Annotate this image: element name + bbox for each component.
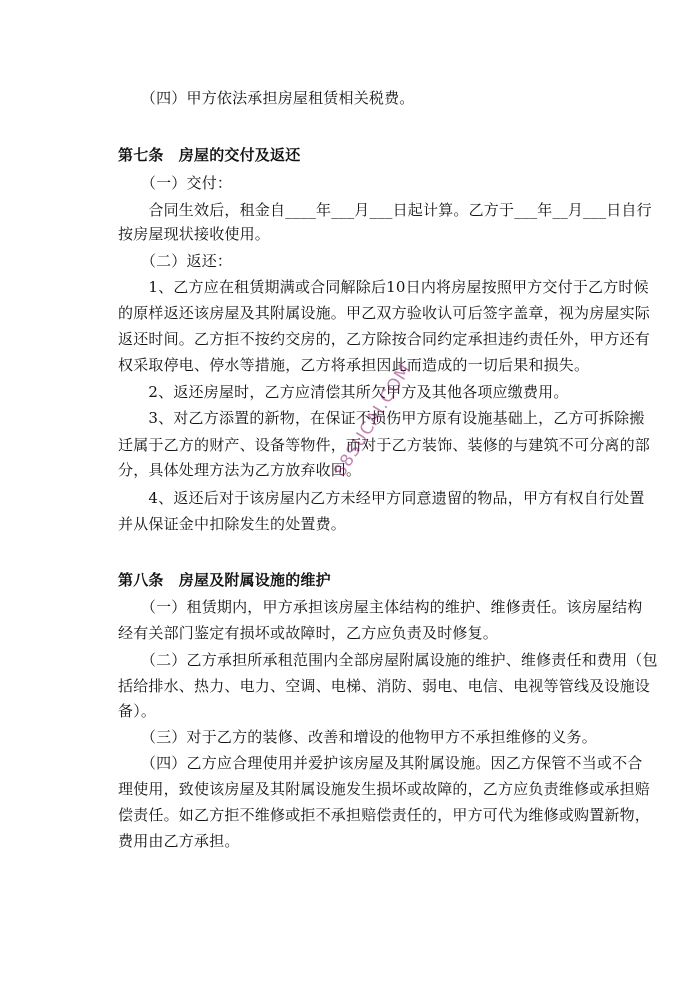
paragraph-line: 分，具体处理方法为乙方放弃收回。 <box>118 461 362 479</box>
paragraph-line: 偿责任。如乙方拒不维修或拒不承担赔偿责任的，甲方可代为维修或购置新物， <box>118 806 651 824</box>
paragraph-line: 的原样返还该房屋及其附属设施。甲乙双方验收认可后签字盖章，视为房屋实际 <box>118 304 651 322</box>
article-heading: 第七条 房屋的交付及返还 <box>118 146 301 164</box>
paragraph-line: （二）乙方承担所承租范围内全部房屋附属设施的维护、维修责任和费用（包 <box>118 651 658 669</box>
paragraph-line: （一）租赁期内，甲方承担该房屋主体结构的维护、维修责任。该房屋结构 <box>118 598 643 616</box>
paragraph-line: 备）。 <box>118 702 157 720</box>
watermark: 88SUCAI.COM <box>330 360 416 481</box>
paragraph-line: 2、返还房屋时，乙方应清偿其所欠甲方及其他各项应缴费用。 <box>118 383 569 401</box>
paragraph-line: 迁属于乙方的财产、设备等物件，而对于乙方装饰、装修的与建筑不可分离的部 <box>118 436 651 454</box>
paragraph-line: （四）甲方依法承担房屋租赁相关税费。 <box>118 89 415 107</box>
paragraph-line: （三）对于乙方的装修、改善和增设的他物甲方不承担维修的义务。 <box>118 728 597 746</box>
paragraph-line: 费用由乙方承担。 <box>118 832 240 850</box>
paragraph-line: 权采取停电、停水等措施，乙方将承担因此而造成的一切后果和损失。 <box>118 356 590 374</box>
paragraph-line: 经有关部门鉴定有损坏或故障时，乙方应负责及时修复。 <box>118 624 499 642</box>
paragraph-line: （一）交付： <box>118 174 233 192</box>
paragraph-line: 合同生效后，租金自____年___月___日起计算。乙方于___年__月___日自行 <box>118 201 652 219</box>
article-heading: 第八条 房屋及附属设施的维护 <box>118 571 331 589</box>
paragraph-line: 按房屋现状接收使用。 <box>118 225 271 243</box>
paragraph-line: 并从保证金中扣除发生的处置费。 <box>118 515 347 533</box>
paragraph-line: 理使用，致使该房屋及其附属设施发生损坏或故障的，乙方应负责维修或承担赔 <box>118 780 651 798</box>
paragraph-line: （四）乙方应合理使用并爱护该房屋及其附属设施。因乙方保管不当或不合 <box>118 754 643 772</box>
paragraph-line: 3、对乙方添置的新物，在保证不损伤甲方原有设施基础上，乙方可拆除搬 <box>118 409 645 427</box>
paragraph-line: 括给排水、热力、电力、空调、电梯、消防、弱电、电信、电视等管线及设施设 <box>118 677 651 695</box>
paragraph-line: 4、返还后对于该房屋内乙方未经甲方同意遗留的物品，甲方有权自行处置 <box>118 489 645 507</box>
paragraph-line: 返还时间。乙方拒不按约交房的，乙方除按合同约定承担违约责任外，甲方还有 <box>118 330 651 348</box>
paragraph-line: （二）返还： <box>118 252 233 270</box>
paragraph-line: 1、乙方应在租赁期满或合同解除后10日内将房屋按照甲方交付于乙方时候 <box>118 278 649 296</box>
